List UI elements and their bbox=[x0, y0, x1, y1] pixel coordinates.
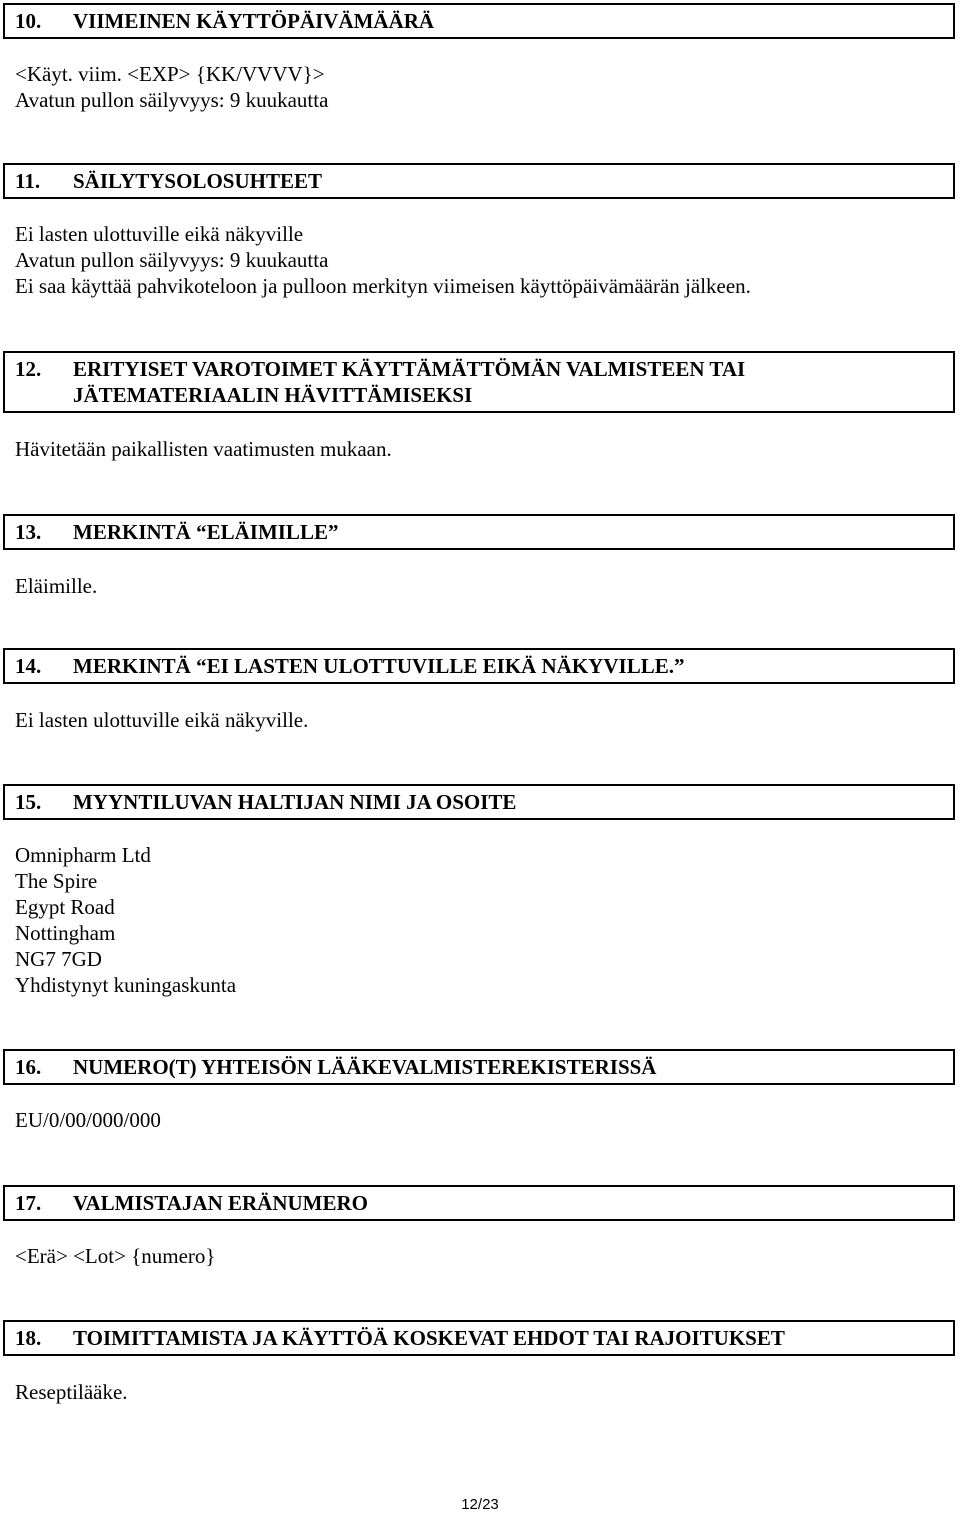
storage-line-3: Ei saa käyttää pahvikoteloon ja pulloon merkityn viimeisen käyttöpäivämäärän jälkeen. bbox=[15, 274, 751, 298]
section-title: VIIMEINEN KÄYTTÖPÄIVÄMÄÄRÄ bbox=[73, 9, 435, 33]
section-title: TOIMITTAMISTA JA KÄYTTÖÄ KOSKEVAT EHDOT TAI RAJOITUKSET bbox=[73, 1326, 785, 1350]
section-title: MYYNTILUVAN HALTIJAN NIMI JA OSOITE bbox=[73, 790, 517, 814]
heading-box bbox=[3, 1320, 955, 1356]
section-11-heading bbox=[3, 163, 955, 199]
opened-shelf-life-line: Avatun pullon säilyvyys: 9 kuukautta bbox=[15, 88, 329, 112]
section-13-heading bbox=[3, 514, 955, 550]
heading-box bbox=[3, 1049, 955, 1085]
section-18-heading bbox=[3, 1320, 955, 1356]
heading-box bbox=[3, 3, 955, 39]
section-10-heading bbox=[3, 3, 955, 39]
section-number: 12. bbox=[15, 357, 42, 381]
address-postcode: NG7 7GD bbox=[15, 947, 102, 971]
prescription-line: Reseptilääke. bbox=[15, 1380, 128, 1404]
section-14-heading bbox=[3, 648, 955, 684]
animals-line: Eläimille. bbox=[15, 574, 98, 598]
section-title: VALMISTAJAN ERÄNUMERO bbox=[73, 1191, 368, 1215]
heading-box bbox=[3, 514, 955, 550]
holder-name: Omnipharm Ltd bbox=[15, 843, 151, 867]
section-title bbox=[73, 356, 745, 408]
storage-line-1: Ei lasten ulottuville eikä näkyville bbox=[15, 222, 304, 246]
section-16-heading bbox=[3, 1049, 955, 1085]
address-country: Yhdistynyt kuningaskunta bbox=[15, 973, 237, 997]
heading-box bbox=[3, 351, 955, 413]
section-number: 14. bbox=[15, 654, 42, 678]
batch-number: <Erä> <Lot> {numero} bbox=[15, 1244, 216, 1268]
heading-box bbox=[3, 784, 955, 820]
registration-number: EU/0/00/000/000 bbox=[15, 1108, 161, 1132]
address-line-1: The Spire bbox=[15, 869, 98, 893]
address-city: Nottingham bbox=[15, 921, 116, 945]
disposal-line: Hävitetään paikallisten vaatimusten mukaan. bbox=[15, 437, 392, 461]
section-number: 11. bbox=[15, 169, 41, 193]
section-title: SÄILYTYSOLOSUHTEET bbox=[73, 169, 322, 193]
heading-box bbox=[3, 1185, 955, 1221]
section-number: 15. bbox=[15, 790, 42, 814]
section-15-heading bbox=[3, 784, 955, 820]
section-number: 13. bbox=[15, 520, 42, 544]
section-title: NUMERO(T) YHTEISÖN LÄÄKEVALMISTEREKISTERISSÄ bbox=[73, 1055, 657, 1079]
heading-box bbox=[3, 648, 955, 684]
expiry-format-line: <Käyt. viim. <EXP> {KK/VVVV}> bbox=[15, 62, 325, 86]
section-title-line-1: ERITYISET VAROTOIMET KÄYTTÄMÄTTÖMÄN VALMISTEEN TAI bbox=[73, 357, 746, 381]
section-number: 17. bbox=[15, 1191, 42, 1215]
section-17-heading bbox=[3, 1185, 955, 1221]
section-title: MERKINTÄ “ELÄIMILLE” bbox=[73, 520, 339, 544]
page-number: 12/23 bbox=[461, 1496, 499, 1513]
section-12-heading bbox=[3, 351, 955, 413]
address-line-2: Egypt Road bbox=[15, 895, 115, 919]
heading-box bbox=[3, 163, 955, 199]
children-line: Ei lasten ulottuville eikä näkyville. bbox=[15, 708, 309, 732]
storage-line-2: Avatun pullon säilyvyys: 9 kuukautta bbox=[15, 248, 329, 272]
section-number: 10. bbox=[15, 9, 42, 33]
section-title: MERKINTÄ “EI LASTEN ULOTTUVILLE EIKÄ NÄKYVILLE.” bbox=[73, 654, 685, 678]
section-number: 16. bbox=[15, 1055, 42, 1079]
section-number: 18. bbox=[15, 1326, 42, 1350]
section-title-line-2: JÄTEMATERIAALIN HÄVITTÄMISEKSI bbox=[73, 383, 473, 407]
